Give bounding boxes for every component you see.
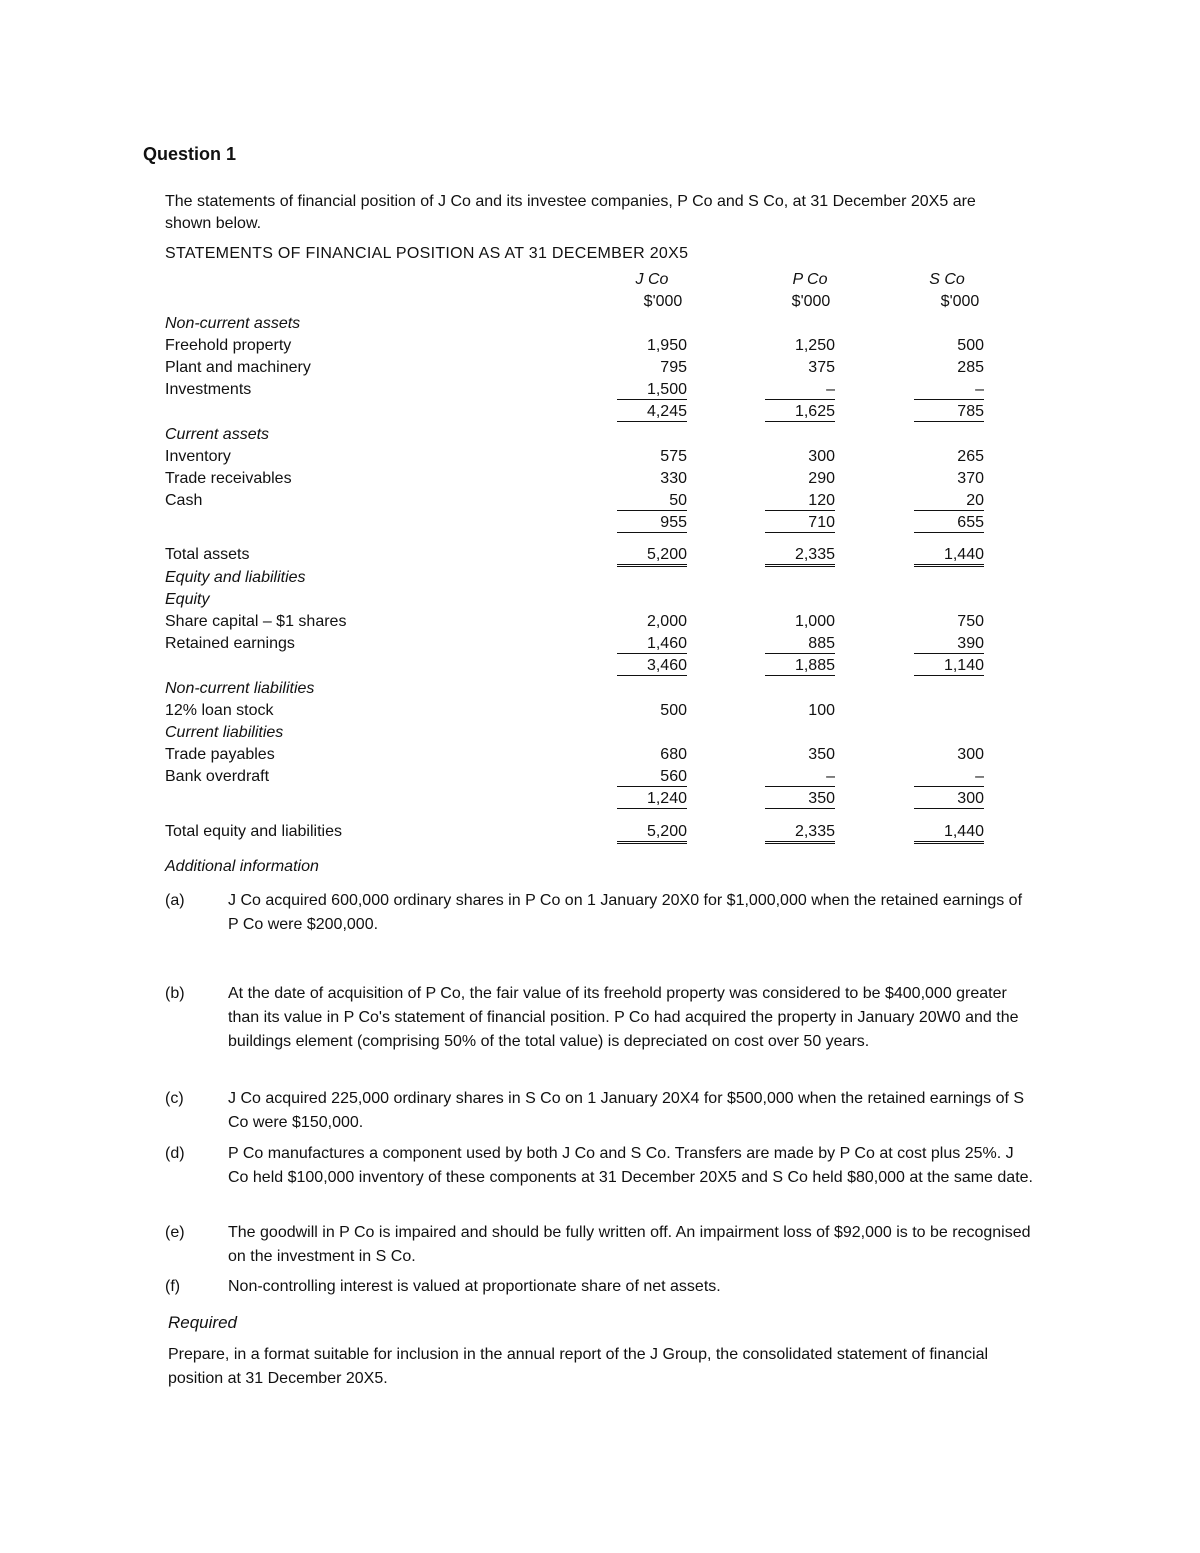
cell-s: – (914, 768, 984, 787)
cell-p: 2,335 (765, 823, 835, 844)
additional-info-title: Additional information (165, 858, 319, 875)
cell-s: 300 (957, 746, 984, 763)
cell-p: 100 (808, 702, 835, 719)
intro-paragraph: The statements of financial position of J Co and its investee companies, P Co and S Co, at 31 December 20X5 are shown below. (165, 193, 976, 232)
col-unit-p: $'000 (791, 293, 831, 310)
item-text: J Co acquired 225,000 ordinary shares in S Co on 1 January 20X4 for $500,000 when the retained earnings of S Co were $150,000. (228, 1090, 1025, 1131)
ca-heading: Current assets (165, 426, 270, 443)
cell-j: 3,460 (617, 657, 687, 676)
row-label: Freehold property (165, 337, 292, 354)
item-text: The goodwill in P Co is impaired and should be fully written off. An impairment loss of $92,000 is to be recognised on the investment in S Co. (228, 1224, 1031, 1265)
nca-heading: Non-current assets (165, 315, 301, 332)
item-text: At the date of acquisition of P Co, the fair value of its freehold property was considered to be $400,000 greater than its value in P Co's statement of financial position. P Co had acquired the property in January 20W0 and the buildings element (comprising 50% of the total value) is depreciated on cost over 50 years. (228, 985, 1019, 1050)
total-row (0, 823, 1200, 843)
row-label: Trade payables (165, 746, 275, 763)
cell-p: 885 (765, 635, 835, 654)
item-letter: (c) (165, 1090, 184, 1107)
row-label: Inventory (165, 448, 231, 465)
item-letter: (d) (165, 1145, 185, 1162)
eq-liab-heading: Equity and liabilities (165, 569, 306, 586)
cell-s: 1,140 (914, 657, 984, 676)
cell-s: 370 (957, 470, 984, 487)
col-header-j: J Co (635, 271, 669, 288)
row-label: Retained earnings (165, 635, 295, 652)
col-header-s: S Co (929, 271, 965, 288)
cell-s: 1,440 (914, 823, 984, 844)
cell-j: 5,200 (617, 823, 687, 844)
cell-p: 350 (765, 790, 835, 809)
cell-j: 955 (617, 514, 687, 533)
section-heading (0, 680, 1200, 700)
row-label: Bank overdraft (165, 768, 270, 785)
section-heading (0, 315, 1200, 335)
cell-s: 655 (914, 514, 984, 533)
cell-s: 785 (914, 403, 984, 422)
cell-j: 575 (660, 448, 687, 465)
subtotal-row (0, 657, 1200, 677)
cell-p: 1,000 (794, 613, 835, 630)
cell-s: 1,440 (914, 546, 984, 567)
cell-p: – (765, 768, 835, 787)
cell-j: 1,500 (617, 381, 687, 400)
item-letter: (a) (165, 892, 185, 909)
cell-j: 50 (617, 492, 687, 511)
item-text: Non-controlling interest is valued at proportionate share of net assets. (228, 1278, 721, 1295)
col-unit-s: $'000 (940, 293, 980, 310)
cell-s: 285 (957, 359, 984, 376)
cell-j: 4,245 (617, 403, 687, 422)
cell-j: 1,240 (617, 790, 687, 809)
item-text: J Co acquired 600,000 ordinary shares in P Co on 1 January 20X0 for $1,000,000 when the retained earnings of P Co were $200,000. (228, 892, 1023, 933)
item-text: P Co manufactures a component used by both J Co and S Co. Transfers are made by P Co at cost plus 25%. J Co held $100,000 inventory of these components at 31 December 20X5 and S Co held $80,000 at the same date. (228, 1145, 1033, 1186)
cell-s: 750 (957, 613, 984, 630)
cell-j: 330 (660, 470, 687, 487)
row-label: Total assets (165, 546, 250, 563)
row-label: Trade receivables (165, 470, 292, 487)
item-letter: (f) (165, 1278, 181, 1295)
table-row (0, 448, 1200, 468)
row-label: Investments (165, 381, 252, 398)
subtotal-row (0, 790, 1200, 810)
column-header-units (0, 293, 1200, 313)
required-title: Required (168, 1313, 237, 1332)
cell-p: 1,250 (794, 337, 835, 354)
col-header-p: P Co (792, 271, 828, 288)
section-heading (0, 569, 1200, 589)
required-text: Prepare, in a format suitable for inclusion in the annual report of the J Group, the consolidated statement of financial position at 31 December 20X5. (168, 1346, 989, 1387)
table-row (0, 635, 1200, 655)
table-row (0, 702, 1200, 722)
statement-title: STATEMENTS OF FINANCIAL POSITION AS AT 31 DECEMBER 20X5 (165, 245, 689, 262)
cell-s: 265 (957, 448, 984, 465)
col-unit-j: $'000 (643, 293, 683, 310)
row-label: Cash (165, 492, 203, 509)
section-heading (0, 426, 1200, 446)
item-letter: (b) (165, 985, 185, 1002)
cell-s: 20 (914, 492, 984, 511)
table-row (0, 470, 1200, 490)
item-letter: (e) (165, 1224, 185, 1241)
row-label: Plant and machinery (165, 359, 311, 376)
cell-p: 120 (765, 492, 835, 511)
section-heading (0, 724, 1200, 744)
column-header-names (0, 271, 1200, 291)
ncl-heading: Non-current liabilities (165, 680, 315, 697)
cell-s: 300 (914, 790, 984, 809)
cell-j: 560 (617, 768, 687, 787)
row-label: 12% loan stock (165, 702, 274, 719)
cell-s: 390 (914, 635, 984, 654)
cell-p: 290 (808, 470, 835, 487)
cell-s: 500 (957, 337, 984, 354)
cell-j: 500 (660, 702, 687, 719)
table-row (0, 359, 1200, 379)
cell-p: 375 (808, 359, 835, 376)
table-row (0, 492, 1200, 512)
table-row (0, 337, 1200, 357)
question-title: Question 1 (143, 144, 237, 164)
section-heading (0, 591, 1200, 611)
total-row (0, 546, 1200, 566)
table-row (0, 613, 1200, 633)
cl-heading: Current liabilities (165, 724, 284, 741)
cell-s: – (914, 381, 984, 400)
cell-j: 1,460 (617, 635, 687, 654)
cell-j: 795 (660, 359, 687, 376)
cell-p: 2,335 (765, 546, 835, 567)
table-row (0, 746, 1200, 766)
cell-p: 710 (765, 514, 835, 533)
subtotal-row (0, 514, 1200, 534)
cell-j: 5,200 (617, 546, 687, 567)
cell-j: 1,950 (646, 337, 687, 354)
cell-p: 300 (808, 448, 835, 465)
equity-heading: Equity (165, 591, 210, 608)
table-row (0, 768, 1200, 788)
cell-j: 680 (660, 746, 687, 763)
cell-p: 1,625 (765, 403, 835, 422)
cell-p: – (765, 381, 835, 400)
cell-j: 2,000 (646, 613, 687, 630)
subtotal-row (0, 403, 1200, 423)
cell-p: 350 (808, 746, 835, 763)
row-label: Share capital – $1 shares (165, 613, 347, 630)
cell-p: 1,885 (765, 657, 835, 676)
row-label: Total equity and liabilities (165, 823, 342, 840)
table-row (0, 381, 1200, 401)
